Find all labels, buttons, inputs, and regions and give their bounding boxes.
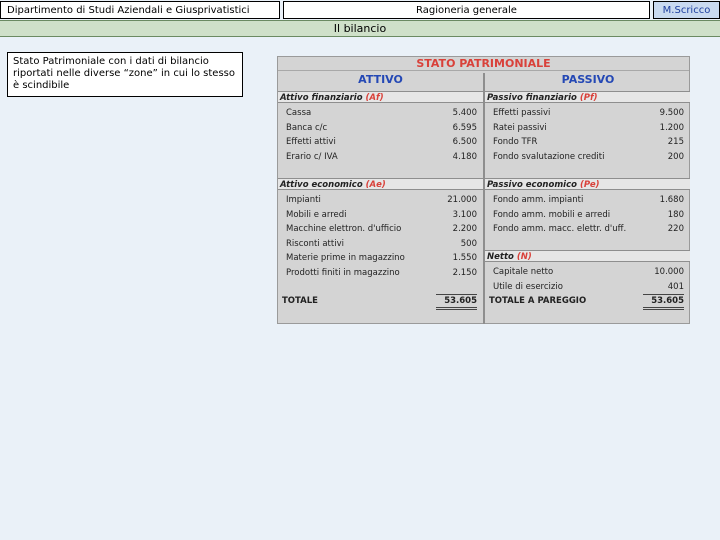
total-value: 53.605: [643, 294, 684, 310]
sheet-row: [278, 106, 483, 120]
row-value: 215: [667, 137, 684, 147]
section-tag: (Ae): [365, 180, 386, 190]
sheet-row: [485, 222, 690, 236]
row-value: 6.595: [452, 122, 477, 133]
row-value: 401: [667, 281, 684, 292]
row-label: Ratei passivi: [493, 122, 547, 133]
row-value: 180: [667, 209, 684, 220]
row-label: Utile di esercizio: [493, 281, 563, 292]
total-label: TOTALE: [282, 296, 318, 306]
total-attivo: [278, 294, 483, 308]
section-label: Netto: [487, 252, 514, 262]
sheet-row: [278, 266, 483, 280]
sheet-row: [485, 193, 690, 207]
sheet-row: [278, 237, 483, 251]
row-label: Erario c/ IVA: [286, 151, 338, 162]
row-label: Prodotti finiti in magazzino: [286, 267, 400, 278]
slide-subtitle: Il bilancio: [0, 20, 720, 37]
row-value: 220: [667, 224, 684, 234]
section-passivo-finanziario: [485, 91, 690, 103]
row-value: 21.000: [447, 195, 477, 205]
row-label: Fondo svalutazione crediti: [493, 151, 605, 162]
sheet-title: STATO PATRIMONIALE: [278, 57, 689, 71]
section-tag: (Pe): [579, 180, 600, 190]
row-value: 3.100: [452, 209, 477, 220]
row-label: Effetti attivi: [286, 137, 336, 147]
sheet-row: [485, 135, 690, 149]
section-passivo-economico: [485, 178, 690, 190]
row-value: 2.150: [452, 267, 477, 278]
row-label: Macchine elettron. d'ufficio: [286, 224, 402, 234]
total-passivo: [485, 294, 690, 308]
row-value: 200: [667, 151, 684, 162]
row-value: 2.200: [452, 224, 477, 234]
row-label: Fondo amm. macc. elettr. d'uff.: [493, 224, 627, 234]
row-label: Impianti: [286, 195, 321, 205]
sheet-row: [278, 222, 483, 236]
row-value: 1.550: [452, 253, 477, 263]
row-label: Cassa: [286, 108, 312, 118]
row-label: Materie prime in magazzino: [286, 253, 405, 263]
section-label: Passivo finanziario: [487, 93, 577, 103]
sheet-row: [485, 265, 690, 279]
balance-sheet: [277, 56, 690, 324]
section-tag: (N): [516, 252, 532, 262]
row-value: 6.500: [452, 137, 477, 147]
section-label: Attivo economico: [280, 180, 363, 190]
row-label: Fondo TFR: [493, 137, 538, 147]
row-label: Banca c/c: [286, 122, 328, 133]
row-value: 1.680: [659, 195, 684, 205]
row-value: 5.400: [452, 108, 477, 118]
passivo-heading: PASSIVO: [561, 73, 615, 86]
description-note: Stato Patrimoniale con i dati di bilancio riportati nelle diverse “zone” in cui lo stesso è scindibile: [7, 52, 243, 97]
sheet-row: [485, 150, 690, 164]
department-label: Dipartimento di Studi Aziendali e Giusprivatistici: [0, 1, 280, 19]
sheet-row: [485, 280, 690, 294]
row-value: 9.500: [659, 108, 684, 118]
sheet-row: [278, 193, 483, 207]
row-value: 500: [460, 238, 477, 249]
row-value: 10.000: [654, 267, 684, 277]
sheet-row: [278, 251, 483, 265]
row-label: Mobili e arredi: [286, 209, 347, 220]
sheet-row: [278, 135, 483, 149]
section-attivo-finanziario: [278, 91, 483, 103]
row-label: Fondo amm. mobili e arredi: [493, 209, 611, 220]
sheet-row: [278, 121, 483, 135]
row-value: 4.180: [452, 151, 477, 162]
section-netto: [485, 250, 690, 262]
row-label: Fondo amm. impianti: [493, 195, 584, 205]
section-tag: (Pf): [579, 93, 598, 103]
sheet-row: [485, 121, 690, 135]
attivo-heading: ATTIVO: [358, 73, 403, 86]
section-tag: (Af): [365, 93, 384, 103]
sheet-row: [485, 106, 690, 120]
row-label: Risconti attivi: [286, 238, 344, 249]
row-value: 1.200: [659, 122, 684, 133]
section-attivo-economico: [278, 178, 483, 190]
row-label: Effetti passivi: [493, 108, 551, 118]
sheet-row: [278, 208, 483, 222]
row-label: Capitale netto: [493, 267, 554, 277]
author-label: M.Scricco: [653, 1, 720, 19]
course-title: Ragioneria generale: [283, 1, 650, 19]
sheet-row: [485, 208, 690, 222]
sheet-row: [278, 150, 483, 164]
section-label: Passivo economico: [487, 180, 577, 190]
total-value: 53.605: [436, 294, 477, 310]
section-label: Attivo finanziario: [280, 93, 363, 103]
total-label: TOTALE A PAREGGIO: [489, 296, 587, 306]
